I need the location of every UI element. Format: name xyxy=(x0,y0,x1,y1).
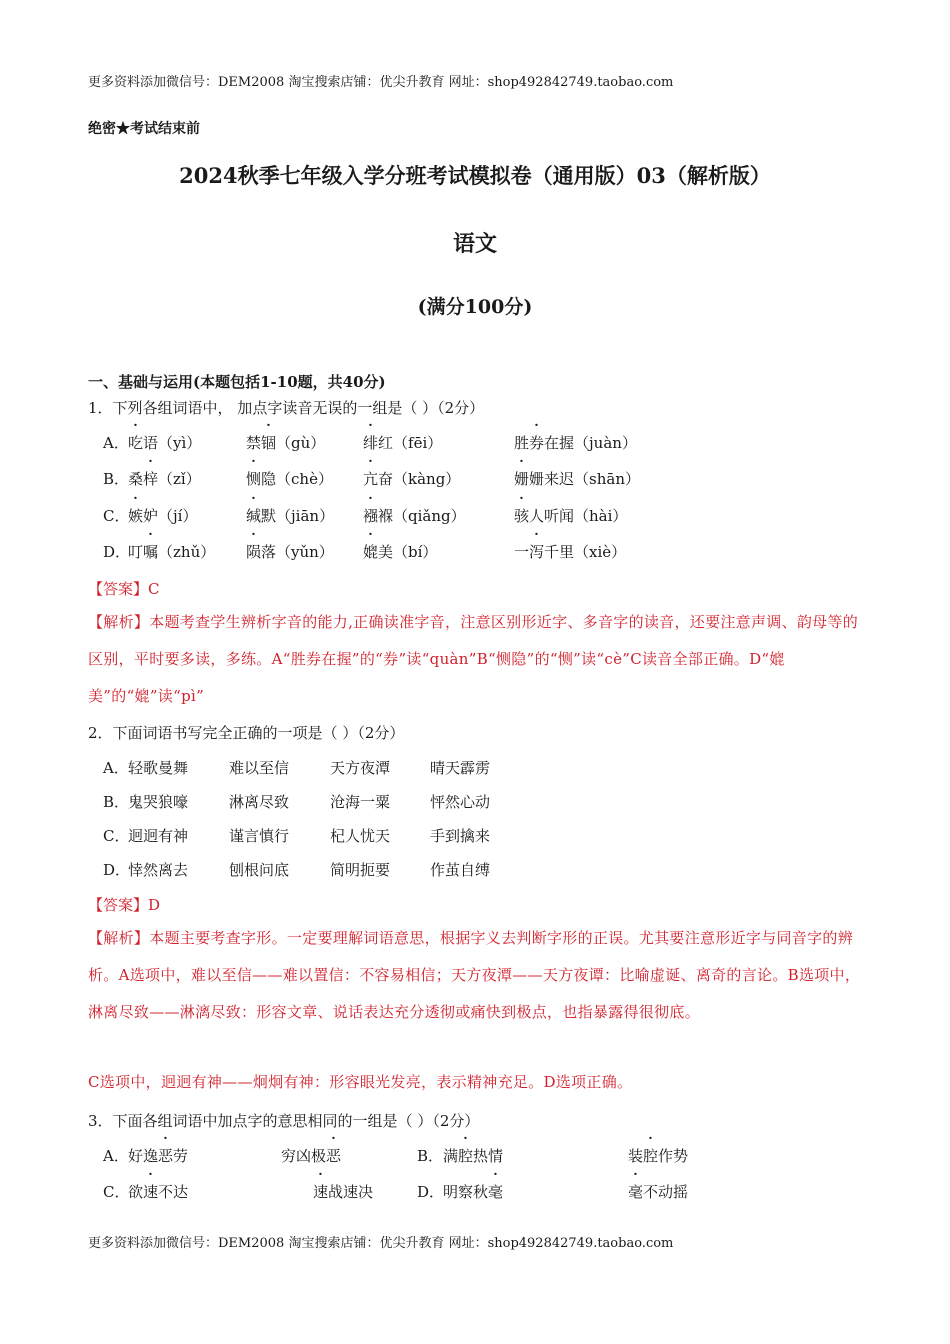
option-item: 杞人忧天 xyxy=(330,827,391,845)
dotted-char: 恶 xyxy=(158,1147,174,1165)
option-label: C． xyxy=(103,827,130,845)
option-item: 明察秋毫 xyxy=(443,1183,504,1201)
question-1-stem: 1．下列各组词语中， 加点字读音无误的一组是（ ）（2分） xyxy=(88,399,485,417)
option-item: 鬼哭狼嚎 xyxy=(128,793,189,811)
dotted-char: 腔 xyxy=(643,1147,659,1165)
dotted-char: 锢 xyxy=(261,434,277,452)
question-2-stem: 2．下面词语书写完全正确的一项是（ ）（2分） xyxy=(88,724,405,742)
option-item: 一泻千里（xiè） xyxy=(514,543,627,561)
option-item: 姗姗来迟（shān） xyxy=(514,470,640,488)
dotted-char: 吃 xyxy=(128,434,144,452)
option-label: B． xyxy=(103,470,130,488)
option-item: 手到擒来 xyxy=(430,827,491,845)
option-label: D． xyxy=(103,861,131,879)
option-label: C． xyxy=(103,1183,130,1201)
option-item: 亢奋（kàng） xyxy=(363,470,461,488)
option-label: B． xyxy=(103,793,130,811)
option-item: 装腔作势 xyxy=(628,1147,689,1165)
option-item: 作茧自缚 xyxy=(430,861,491,879)
option-item: 胜券在握（juàn） xyxy=(514,434,637,452)
option-item: 迥迥有神 xyxy=(128,827,189,845)
question-3-stem: 3．下面各组词语中加点字的意思相同的一组是（ ）（2分） xyxy=(88,1112,480,1130)
dotted-char: 缄 xyxy=(246,507,262,525)
option-item: 襁褓（qiǎng） xyxy=(363,507,466,525)
option-item: 刨根问底 xyxy=(229,861,290,879)
option-label: A． xyxy=(103,434,129,452)
page-header: 更多资料添加微信号：DEM2008 淘宝搜索店铺：优尖升教育 网址：shop492842749.taobao.com xyxy=(88,75,674,90)
option-item: 谨言慎行 xyxy=(229,827,290,845)
option-item: 恻隐（chè） xyxy=(246,470,333,488)
full-score: (满分100分) xyxy=(417,296,533,318)
option-label: C． xyxy=(103,507,130,525)
dotted-char: 亢 xyxy=(363,470,379,488)
option-item: 怦然心动 xyxy=(430,793,491,811)
dotted-char: 媲 xyxy=(363,543,379,561)
option-item: 禁锢（gù） xyxy=(246,434,326,452)
dotted-char: 骇 xyxy=(514,507,530,525)
option-item: 叮嘱（zhǔ） xyxy=(128,543,216,561)
dotted-char: 嫉 xyxy=(128,507,144,525)
dotted-char: 绯 xyxy=(363,434,379,452)
page-footer: 更多资料添加微信号：DEM2008 淘宝搜索店铺：优尖升教育 网址：shop492842749.taobao.com xyxy=(88,1236,674,1251)
option-item: 淋离尽致 xyxy=(229,793,290,811)
option-item: 嫉妒（jí） xyxy=(128,507,198,525)
dotted-char: 券 xyxy=(529,434,545,452)
answer-2: 【答案】D xyxy=(88,896,161,914)
analysis-1: 【解析】本题考查学生辨析字音的能力,正确读准字音，注意区别形近字、多音字的读音，还要注意声调、韵母等的区别，平时要多读，多练。A“胜券在握”的“券”读“quàn”B“恻隐”的“恻”读“cè”C读音全部正确。D“媲美”的“媲”读“pì” xyxy=(88,613,859,705)
option-item: 速战速决 xyxy=(313,1183,374,1201)
option-item: 骇人听闻（hài） xyxy=(514,507,628,525)
option-item: 轻歌曼舞 xyxy=(128,759,189,777)
option-label: A． xyxy=(103,759,129,777)
option-item: 媲美（bí） xyxy=(363,543,438,561)
option-item: 难以至信 xyxy=(229,759,290,777)
dotted-char: 毫 xyxy=(488,1183,504,1201)
option-item: 穷凶极恶 xyxy=(281,1147,342,1165)
dotted-char: 速 xyxy=(313,1183,329,1201)
dotted-char: 速 xyxy=(143,1183,159,1201)
dotted-char: 陨 xyxy=(246,543,262,561)
option-label: D． xyxy=(103,543,131,561)
option-label: A． xyxy=(103,1147,129,1165)
option-item: 满腔热情 xyxy=(443,1147,504,1165)
option-item: 桑梓（zǐ） xyxy=(128,470,201,488)
option-label: D． xyxy=(417,1183,445,1201)
document-title: 2024秋季七年级入学分班考试模拟卷（通用版）03（解析版） xyxy=(179,163,771,188)
dotted-char: 姗 xyxy=(514,470,530,488)
option-item: 悻然离去 xyxy=(128,861,189,879)
answer-1: 【答案】C xyxy=(88,580,160,598)
dotted-char: 腔 xyxy=(458,1147,474,1165)
option-item: 绯红（fēi） xyxy=(363,434,443,452)
dotted-char: 恶 xyxy=(326,1147,342,1165)
dotted-char: 梓 xyxy=(143,470,159,488)
option-item: 好逸恶劳 xyxy=(128,1147,189,1165)
analysis-2: 【解析】本题主要考查字形。一定要理解词语意思，根据字义去判断字形的正误。尤其要注意形近字与同音字的辨析。A选项中，难以至信——难以置信：不容易相信；天方夜潭——天方夜谭：比喻虚诞、离奇的言论。B选项中，淋离尽致——淋漓尽致：形容文章、说话表达充分透彻或痛快到极点，也指暴露得很彻底。 xyxy=(88,929,861,1021)
option-item: 简明扼要 xyxy=(330,861,391,879)
dotted-char: 恻 xyxy=(246,470,262,488)
analysis-2-continued: C选项中，迥迥有神——炯炯有神：形容眼光发亮，表示精神充足。D选项正确。 xyxy=(88,1073,633,1091)
option-item: 晴天霹雳 xyxy=(430,759,491,777)
option-item: 缄默（jiān） xyxy=(246,507,335,525)
section-heading: 一、基础与运用(本题包括1-10题，共40分) xyxy=(88,373,386,391)
confidential-mark: 绝密★考试结束前 xyxy=(88,121,200,137)
option-item: 陨落（yǔn） xyxy=(246,543,334,561)
dotted-char: 襁 xyxy=(363,507,379,525)
option-item: 欲速不达 xyxy=(128,1183,189,1201)
option-label: B． xyxy=(417,1147,444,1165)
option-item: 沧海一粟 xyxy=(330,793,391,811)
option-item: 天方夜潭 xyxy=(330,759,391,777)
dotted-char: 嘱 xyxy=(143,543,159,561)
option-item: 毫不动摇 xyxy=(628,1183,689,1201)
dotted-char: 毫 xyxy=(628,1183,644,1201)
subject-title: 语文 xyxy=(452,231,497,257)
dotted-char: 泻 xyxy=(529,543,545,561)
option-item: 吃语（yì） xyxy=(128,434,202,452)
